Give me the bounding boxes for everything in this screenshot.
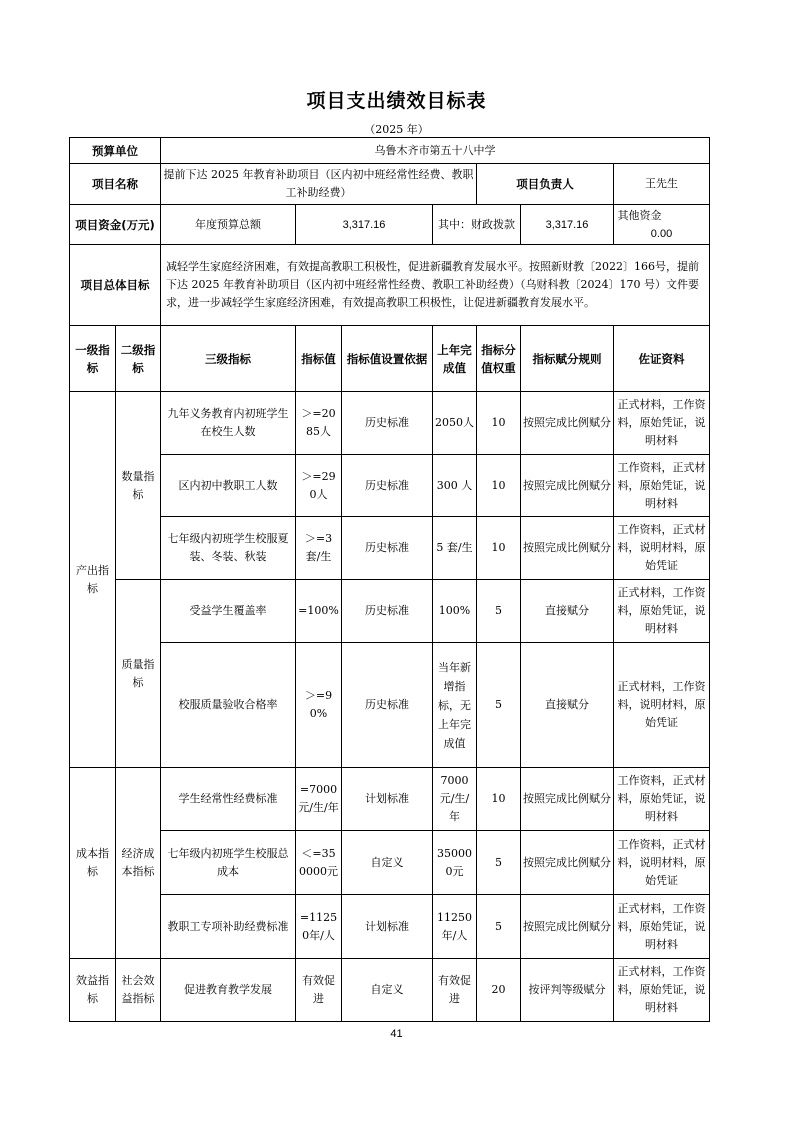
weight-cell: 5	[477, 831, 521, 895]
rule-cell: 按评判等级赋分	[521, 959, 614, 1022]
l3-cell: 教职工专项补助经费标准	[161, 895, 296, 959]
annual-budget-label: 年度预算总额	[161, 205, 296, 245]
project-name-value: 提前下达 2025 年教育补助项目（区内初中班经常性经费、教职工补助经费）	[161, 164, 477, 205]
budget-unit-row	[70, 138, 710, 164]
value-cell: 有效促进	[296, 959, 342, 1022]
rule-cell: 按照完成比例赋分	[521, 455, 614, 517]
l2-quality: 质量指标	[116, 580, 161, 768]
col-prev: 上年完成值	[433, 326, 477, 392]
prev-cell: 2050人	[433, 392, 477, 455]
weight-cell: 10	[477, 768, 521, 831]
evidence-cell: 工作资料，正式材料，说明材料，原始凭证	[614, 517, 710, 580]
col-value: 指标值	[296, 326, 342, 392]
l1-output: 产出指标	[70, 392, 116, 768]
table-row	[70, 392, 710, 455]
fiscal-value: 3,317.16	[521, 205, 614, 245]
prev-cell: 350000元	[433, 831, 477, 895]
basis-cell: 历史标准	[342, 580, 433, 643]
col-weight: 指标分值权重	[477, 326, 521, 392]
value-cell: ＞=3套/生	[296, 517, 342, 580]
l3-cell: 学生经常性经费标准	[161, 768, 296, 831]
basis-cell: 计划标准	[342, 768, 433, 831]
col-l1: 一级指标	[70, 326, 116, 392]
basis-cell: 历史标准	[342, 517, 433, 580]
col-l2: 二级指标	[116, 326, 161, 392]
table-row	[70, 580, 710, 643]
table-row	[70, 768, 710, 831]
column-header-row	[70, 326, 710, 392]
budget-unit-label: 预算单位	[70, 138, 161, 164]
goal-label: 项目总体目标	[70, 245, 161, 326]
evidence-cell: 工作资料，正式材料，原始凭证，说明材料	[614, 455, 710, 517]
value-cell: =100%	[296, 580, 342, 643]
value-cell: =11250年/人	[296, 895, 342, 959]
weight-cell: 10	[477, 517, 521, 580]
basis-cell: 自定义	[342, 831, 433, 895]
rule-cell: 直接赋分	[521, 643, 614, 768]
table-row	[70, 455, 710, 517]
col-l3: 三级指标	[161, 326, 296, 392]
l2-quantity: 数量指标	[116, 392, 161, 580]
evidence-cell: 正式材料，工作资料，原始凭证，说明材料	[614, 580, 710, 643]
col-rule: 指标赋分规则	[521, 326, 614, 392]
l3-cell: 七年级内初班学生校服总成本	[161, 831, 296, 895]
project-name-label: 项目名称	[70, 164, 161, 205]
l2-social-benefit: 社会效益指标	[116, 959, 161, 1022]
table-row	[70, 959, 710, 1022]
evidence-cell: 工作资料，正式材料，原始凭证，说明材料	[614, 768, 710, 831]
rule-cell: 按照完成比例赋分	[521, 392, 614, 455]
evidence-cell: 正式材料，工作资料，原始凭证，说明材料	[614, 895, 710, 959]
rule-cell: 按照完成比例赋分	[521, 768, 614, 831]
prev-cell: 有效促进	[433, 959, 477, 1022]
rule-cell: 按照完成比例赋分	[521, 517, 614, 580]
project-name-row	[70, 164, 710, 205]
basis-cell: 历史标准	[342, 455, 433, 517]
table-row	[70, 895, 710, 959]
prev-cell: 300 人	[433, 455, 477, 517]
l3-cell: 校服质量验收合格率	[161, 643, 296, 768]
goal-row	[70, 245, 710, 326]
weight-cell: 5	[477, 643, 521, 768]
basis-cell: 计划标准	[342, 895, 433, 959]
prev-cell: 5 套/生	[433, 517, 477, 580]
table-row	[70, 517, 710, 580]
year-label: （2025 年）	[364, 123, 429, 136]
l2-economic-cost: 经济成本指标	[116, 768, 161, 959]
l3-cell: 促进教育教学发展	[161, 959, 296, 1022]
l1-cost: 成本指标	[70, 768, 116, 959]
other-funds-value: 0.00	[650, 227, 673, 240]
weight-cell: 5	[477, 580, 521, 643]
project-owner-value: 王先生	[614, 164, 710, 205]
funds-row	[70, 205, 710, 245]
evidence-cell: 正式材料，工作资料，原始凭证，说明材料	[614, 959, 710, 1022]
funds-label: 项目资金(万元)	[70, 205, 161, 245]
value-cell: ＞=2085人	[296, 392, 342, 455]
goal-text: 减轻学生家庭经济困难，有效提高教职工积极性，促进新疆教育发展水平。按照新财教〔2022〕166号，提前下达 2025 年教育补助项目（区内初中班经常性经费、教职工补助经费）（乌财科教〔2024〕170 号）文件要求，进一步减轻学生家庭经济困难，有效提高教职工积极性，让促进新疆教育发展水平。	[161, 245, 710, 326]
basis-cell: 历史标准	[342, 643, 433, 768]
project-owner-label: 项目负责人	[477, 164, 614, 205]
prev-cell: 100%	[433, 580, 477, 643]
value-cell: ＜=350000元	[296, 831, 342, 895]
page-number: 41	[390, 1028, 403, 1040]
page-title: 项目支出绩效目标表	[306, 90, 487, 112]
value-cell: =7000元/生/年	[296, 768, 342, 831]
weight-cell: 5	[477, 895, 521, 959]
weight-cell: 10	[477, 455, 521, 517]
table-row	[70, 643, 710, 768]
l3-cell: 九年义务教育内初班学生在校生人数	[161, 392, 296, 455]
fiscal-label: 其中：财政拨款	[433, 205, 521, 245]
budget-unit-value: 乌鲁木齐市第五十八中学	[161, 138, 710, 164]
prev-cell: 7000元/生/年	[433, 768, 477, 831]
col-evidence: 佐证资料	[614, 326, 710, 392]
value-cell: ＞=90%	[296, 643, 342, 768]
weight-cell: 20	[477, 959, 521, 1022]
rule-cell: 按照完成比例赋分	[521, 895, 614, 959]
other-funds-label: 其他资金	[617, 208, 662, 222]
basis-cell: 历史标准	[342, 392, 433, 455]
l3-cell: 七年级内初班学生校服夏装、冬装、秋装	[161, 517, 296, 580]
weight-cell: 10	[477, 392, 521, 455]
col-basis: 指标值设置依据	[342, 326, 433, 392]
l3-cell: 受益学生覆盖率	[161, 580, 296, 643]
table-row	[70, 831, 710, 895]
value-cell: ＞=290人	[296, 455, 342, 517]
prev-cell: 11250年/人	[433, 895, 477, 959]
rule-cell: 按照完成比例赋分	[521, 831, 614, 895]
evidence-cell: 工作资料，正式材料，说明材料，原始凭证	[614, 831, 710, 895]
l3-cell: 区内初中教职工人数	[161, 455, 296, 517]
annual-budget-value: 3,317.16	[296, 205, 433, 245]
evidence-cell: 正式材料，工作资料，原始凭证，说明材料	[614, 392, 710, 455]
evidence-cell: 正式材料，工作资料，说明材料，原始凭证	[614, 643, 710, 768]
performance-table	[69, 137, 710, 1022]
prev-cell: 当年新增指标，无上年完成值	[433, 643, 477, 768]
basis-cell: 自定义	[342, 959, 433, 1022]
rule-cell: 直接赋分	[521, 580, 614, 643]
l1-benefit: 效益指标	[70, 959, 116, 1022]
other-funds-cell	[614, 205, 710, 245]
